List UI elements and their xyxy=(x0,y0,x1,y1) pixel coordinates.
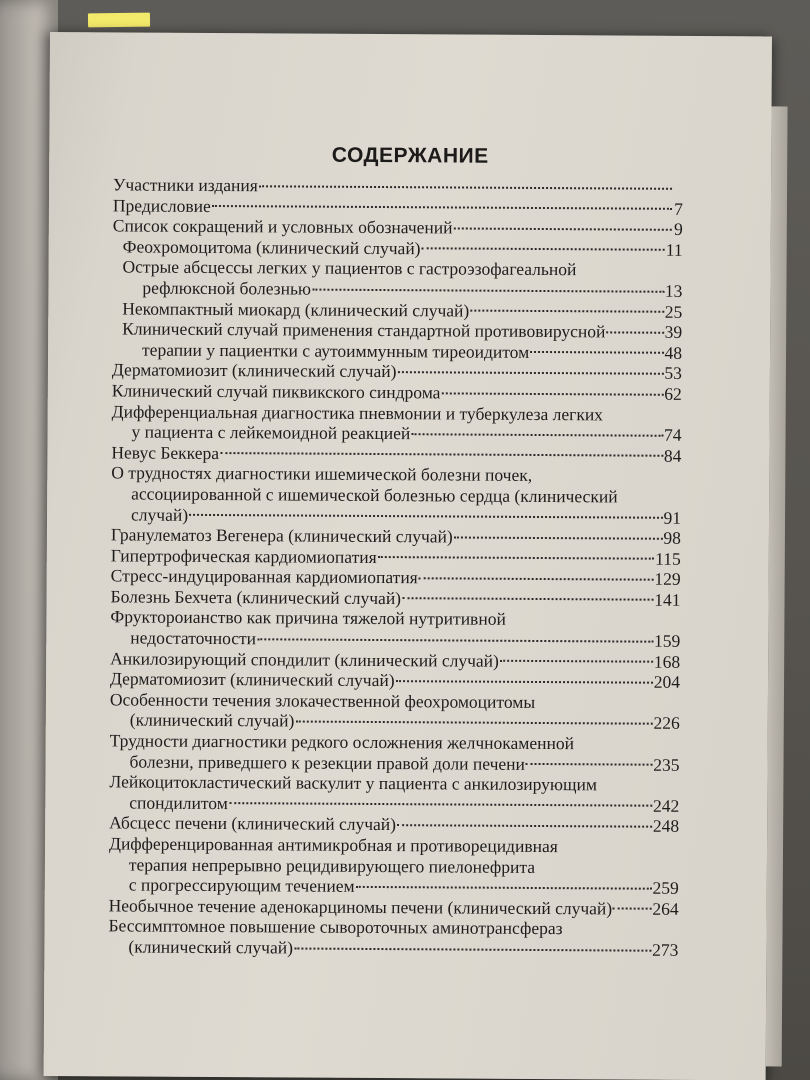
toc-page-number: 235 xyxy=(653,754,680,775)
toc-entry-title: терапии у пациентки с аутоиммунным тиреоидитом xyxy=(142,339,530,362)
toc-entry-title: (клинический случай) xyxy=(128,936,294,958)
toc-entry-title: Дифференциальная диагностика пневмонии и туберкулеза легких xyxy=(111,400,604,424)
dot-leader xyxy=(259,185,672,190)
toc-entry xyxy=(109,730,679,775)
toc-entry-title: О трудностях диагностики ишемической болезни почек, xyxy=(111,462,533,486)
toc-page-number: 7 xyxy=(674,198,683,219)
dot-leader xyxy=(295,721,652,725)
toc-entry-title: Болезнь Бехчета (клинический случай) xyxy=(110,586,402,609)
toc-page-number: 273 xyxy=(652,939,679,960)
toc-page-number: 91 xyxy=(663,507,682,528)
dot-leader xyxy=(500,660,653,663)
toc-page-number: 11 xyxy=(665,239,683,260)
toc-page-number: 168 xyxy=(653,651,681,672)
toc-page-number: 74 xyxy=(663,424,682,445)
toc-entry-title: Клинический случай применения стандартной противовирусной xyxy=(122,318,606,342)
dot-leader xyxy=(229,803,652,808)
toc-page-number: 98 xyxy=(663,527,681,548)
toc-page-number: 48 xyxy=(664,342,683,363)
toc-entry-title: с прогрессирующим течением xyxy=(128,874,355,897)
dot-leader xyxy=(189,514,662,519)
toc-entry-title: рефлюксной болезнью xyxy=(142,277,312,299)
toc-page-number: 159 xyxy=(653,630,681,651)
toc-page-number: 264 xyxy=(652,898,679,919)
toc-entry-title: Особенности течения злокачественной феохромоцитомы xyxy=(109,689,536,712)
toc-entry-title: Анкилозирующий спондилит (клинический случай) xyxy=(110,648,499,671)
dot-leader xyxy=(454,227,672,230)
toc-entry-title: Гипертрофическая кардиомиопатия xyxy=(110,545,377,567)
dot-leader xyxy=(613,908,651,910)
toc-page-number: 248 xyxy=(652,816,680,837)
toc-entry-title: спондилитом xyxy=(129,792,228,813)
dot-leader xyxy=(454,536,663,539)
toc-entry-title: Феохромоцитома (клинический случай) xyxy=(122,236,421,259)
toc-entry-title: болезни, приведшего к резекции правой доли печени xyxy=(129,751,525,774)
toc-entry xyxy=(109,772,679,817)
yellow-bookmark-tab xyxy=(88,13,150,28)
toc-page-number: 259 xyxy=(652,877,679,899)
toc-entry xyxy=(111,401,681,446)
toc-entry xyxy=(110,607,680,652)
table-of-contents xyxy=(108,174,683,960)
toc-entry xyxy=(112,257,682,302)
toc-entry-title: случай) xyxy=(130,504,189,525)
dot-leader xyxy=(312,288,664,292)
toc-page-number: 115 xyxy=(655,548,681,569)
dot-leader xyxy=(212,205,672,210)
toc-entry-title: Некомпактный миокард (клинический случай) xyxy=(122,298,470,321)
dot-leader xyxy=(411,433,663,437)
toc-page-number: 204 xyxy=(653,671,681,693)
dot-leader xyxy=(257,638,653,642)
toc-entry-title: (клинический случай) xyxy=(129,709,295,731)
toc-entry-title: Дерматомиозит (клинический случай) xyxy=(109,668,395,691)
toc-page-number: 84 xyxy=(663,445,682,466)
toc-entry xyxy=(111,463,681,528)
toc-entry-title: Бессимптомное повышение сывороточных аминотрансфераз xyxy=(108,915,563,939)
toc-page-number: 53 xyxy=(664,363,682,384)
dot-leader xyxy=(526,763,652,766)
toc-entry xyxy=(108,916,678,961)
toc-page-number: 25 xyxy=(664,301,683,322)
dot-leader xyxy=(402,598,653,602)
toc-entry-title: Фруктороианство как причина тяжелой нутритивной xyxy=(110,606,506,630)
toc-entry-title: Клинический случай пиквикского синдрома xyxy=(111,380,441,403)
dot-leader xyxy=(294,947,651,951)
dot-leader xyxy=(419,577,654,580)
page-title: СОДЕРЖАНИЕ xyxy=(331,143,489,168)
toc-entry-title: у пациента с лейкемоидной реакцией xyxy=(131,421,411,444)
toc-page-number: 9 xyxy=(673,219,683,240)
dot-leader xyxy=(356,886,652,890)
toc-page-number: 242 xyxy=(652,795,680,816)
toc-entry-title: Абсцесс печени (клинический случай) xyxy=(109,812,397,835)
toc-entry-title: Дифференцированная антимикробная и противорецидивная xyxy=(108,833,558,857)
toc-entry-title: Острые абсцессы легких у пациентов с гастроэзофагеальной xyxy=(122,256,577,280)
toc-entry-title: Участники издания xyxy=(113,174,258,196)
dot-leader xyxy=(606,331,663,333)
dot-leader xyxy=(378,556,655,560)
toc-page-number: 39 xyxy=(664,321,683,343)
dot-leader xyxy=(470,310,664,313)
toc-entry-title: Необычное течение аденокарциномы печени (клинический случай) xyxy=(108,895,613,919)
dot-leader xyxy=(220,452,663,457)
dot-leader xyxy=(441,392,663,395)
toc-entry-title: Невус Беккера xyxy=(111,442,220,463)
dot-leader xyxy=(422,248,665,251)
toc-entry-title: ассоциированной с ишемической болезнью сердца (клинический xyxy=(131,483,618,507)
toc-entry-title: Гранулематоз Вегенера (клинический случай) xyxy=(110,524,453,547)
book-page xyxy=(44,32,772,1080)
toc-entry-title: Лейкоцитокластический васкулит у пациента с анкилозирующим xyxy=(109,771,597,795)
toc-entry-title: Предисловие xyxy=(112,194,211,216)
toc-entry xyxy=(110,689,680,734)
dot-leader xyxy=(397,824,652,828)
toc-entry-title: Список сокращений и условных обозначений xyxy=(112,215,453,238)
toc-page-number: 62 xyxy=(664,383,682,404)
toc-page-number: 13 xyxy=(664,280,683,301)
toc-entry xyxy=(112,319,682,364)
toc-page-number: 129 xyxy=(654,568,681,590)
toc-entry-title: Стресс-индуцированная кардиомиопатия xyxy=(110,565,418,588)
toc-page-number: 226 xyxy=(653,713,680,734)
dot-leader xyxy=(397,371,663,375)
dot-leader xyxy=(396,680,653,684)
toc-entry-title: недостаточности xyxy=(130,627,257,649)
toc-entry-title: терапия непрерывно рецидивирующего пиелонефрита xyxy=(128,854,536,877)
toc-page-number: 141 xyxy=(654,589,681,610)
toc-entry-title: Трудности диагностики редкого осложнения желчнокаменной xyxy=(109,730,575,754)
toc-entry-title: Дерматомиозит (клинический случай) xyxy=(111,359,397,382)
toc-entry xyxy=(109,833,679,898)
dot-leader xyxy=(530,351,663,354)
